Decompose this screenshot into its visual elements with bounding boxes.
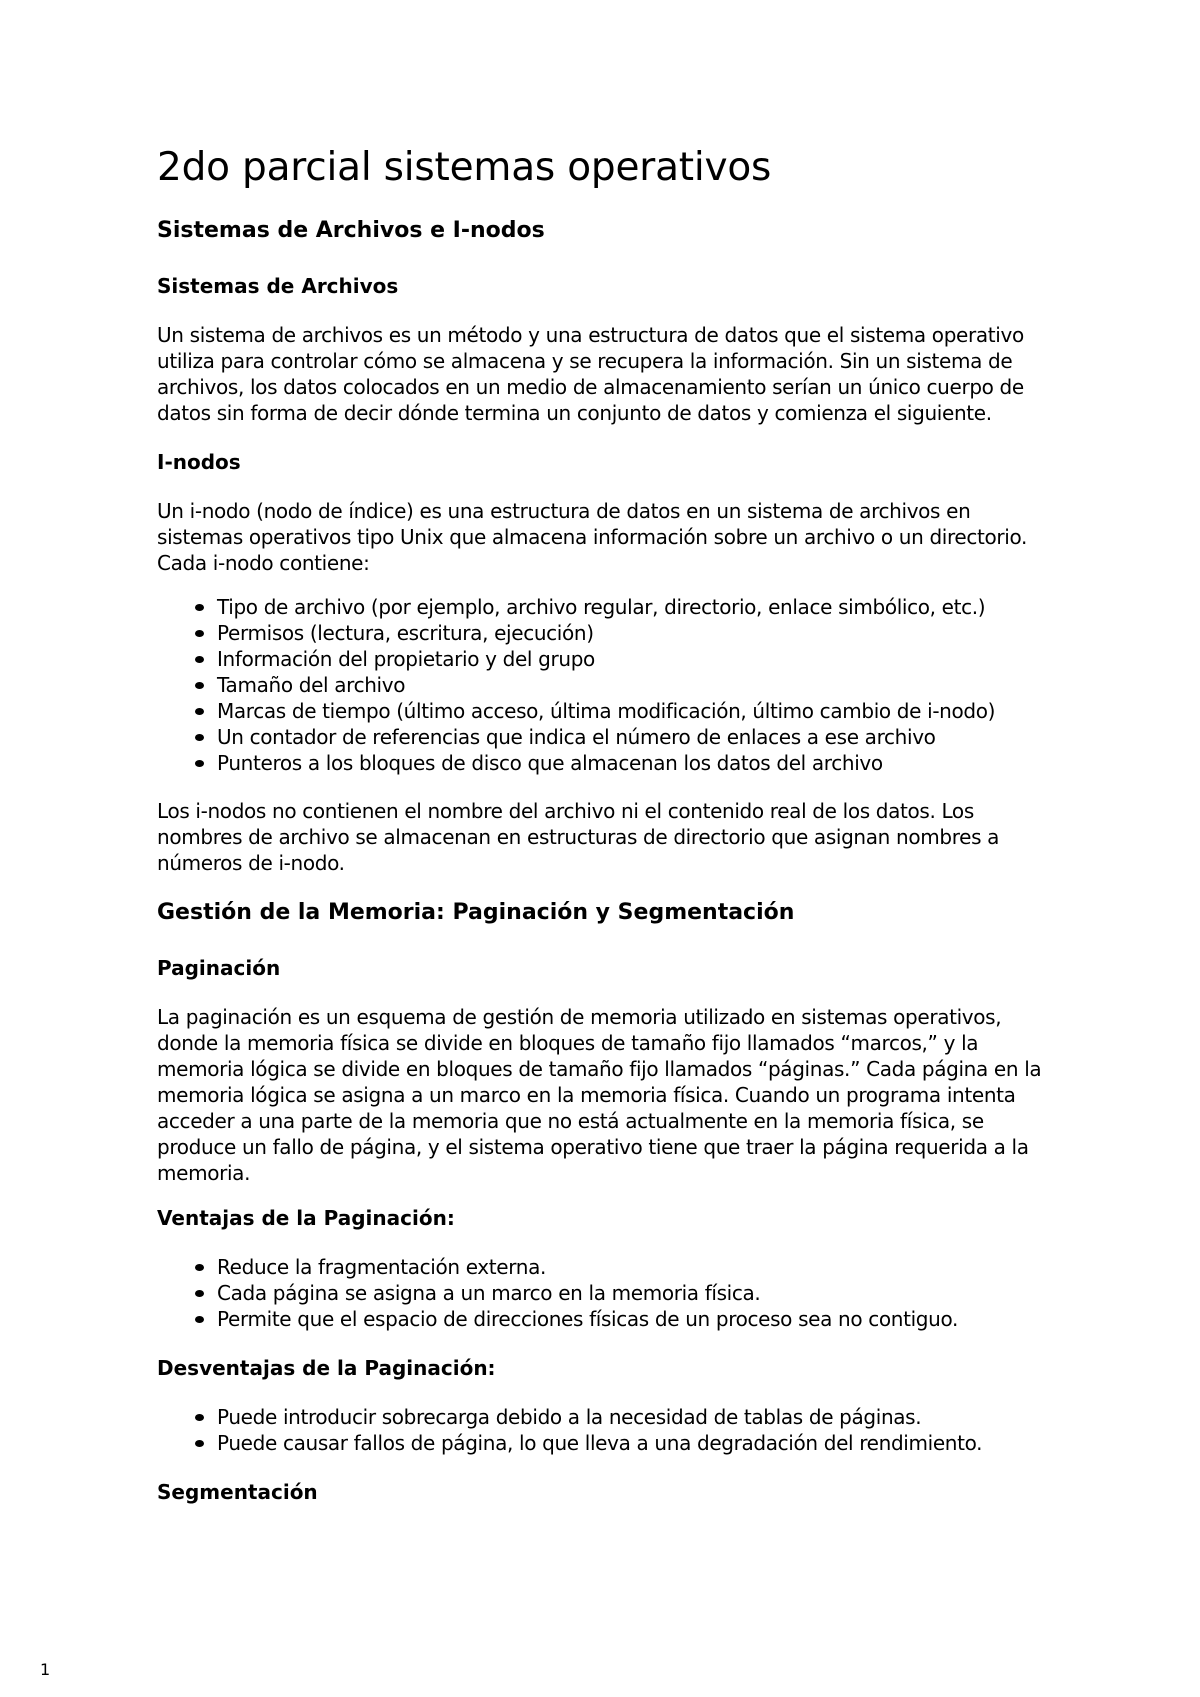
subheading-filesystems: Sistemas de Archivos [157, 274, 399, 298]
document-title: 2do parcial sistemas operativos [157, 145, 772, 190]
paging-advantages-list [157, 1254, 1057, 1332]
subheading-paging-disadvantages: Desventajas de la Paginación: [157, 1356, 496, 1380]
paragraph-inodes-note: Los i-nodos no contienen el nombre del archivo ni el contenido real de los datos. Los nombres de archivo se almacenan en estructuras de directorio que asignan nombres a números de i-nodo. [157, 799, 1000, 875]
page-number: 1 [40, 1660, 51, 1679]
list-item: Permisos (lectura, escritura, ejecución) [217, 620, 1057, 646]
paragraph-filesystems: Un sistema de archivos es un método y una estructura de datos que el sistema operativo utiliza para controlar cómo se almacena y se recupera la información. Sin un sistema de archivos, los datos colocados en un medio de almacenamiento serían un único cuerpo de datos sin forma de decir dónde termina un conjunto de datos y comienza el siguiente. [157, 323, 1024, 425]
list-item: Punteros a los bloques de disco que almacenan los datos del archivo [217, 750, 1057, 776]
section-heading-memory: Gestión de la Memoria: Paginación y Segmentación [157, 900, 795, 925]
list-item: Reduce la fragmentación externa. [217, 1254, 1057, 1280]
list-item: Tamaño del archivo [217, 672, 1057, 698]
paragraph-paging: La paginación es un esquema de gestión de memoria utilizado en sistemas operativos, donde la memoria física se divide en bloques de tamaño fijo llamados “marcos,” y la memoria lógica se divide en bloques de tamaño fijo llamados “páginas.” Cada página en la memoria lógica se asigna a un marco en la memoria física. Cuando un programa intenta acceder a una parte de la memoria que no está actualmente en la memoria física, se produce un fallo de página, y el sistema operativo tiene que traer la página requerida a la memoria. [157, 1005, 1042, 1185]
list-item: Un contador de referencias que indica el número de enlaces a ese archivo [217, 724, 1057, 750]
subheading-paging: Paginación [157, 956, 281, 980]
list-item: Marcas de tiempo (último acceso, última modificación, último cambio de i-nodo) [217, 698, 1057, 724]
section-heading-filesystems: Sistemas de Archivos e I-nodos [157, 218, 545, 243]
list-item: Permite que el espacio de direcciones físicas de un proceso sea no contiguo. [217, 1306, 1057, 1332]
subheading-segmentation: Segmentación [157, 1480, 318, 1504]
list-item: Puede causar fallos de página, lo que lleva a una degradación del rendimiento. [217, 1430, 1057, 1456]
paragraph-inodes: Un i-nodo (nodo de índice) es una estructura de datos en un sistema de archivos en sistemas operativos tipo Unix que almacena información sobre un archivo o un directorio. Cada i-nodo contiene: [157, 499, 1028, 575]
list-item: Información del propietario y del grupo [217, 646, 1057, 672]
paging-disadvantages-list [157, 1404, 1057, 1456]
inode-contents-list [157, 594, 1057, 776]
document-page [157, 142, 1057, 1528]
list-item: Cada página se asigna a un marco en la memoria física. [217, 1280, 1057, 1306]
list-item: Puede introducir sobrecarga debido a la necesidad de tablas de páginas. [217, 1404, 1057, 1430]
subheading-paging-advantages: Ventajas de la Paginación: [157, 1206, 455, 1230]
subheading-inodes: I-nodos [157, 450, 241, 474]
list-item: Tipo de archivo (por ejemplo, archivo regular, directorio, enlace simbólico, etc.) [217, 594, 1057, 620]
